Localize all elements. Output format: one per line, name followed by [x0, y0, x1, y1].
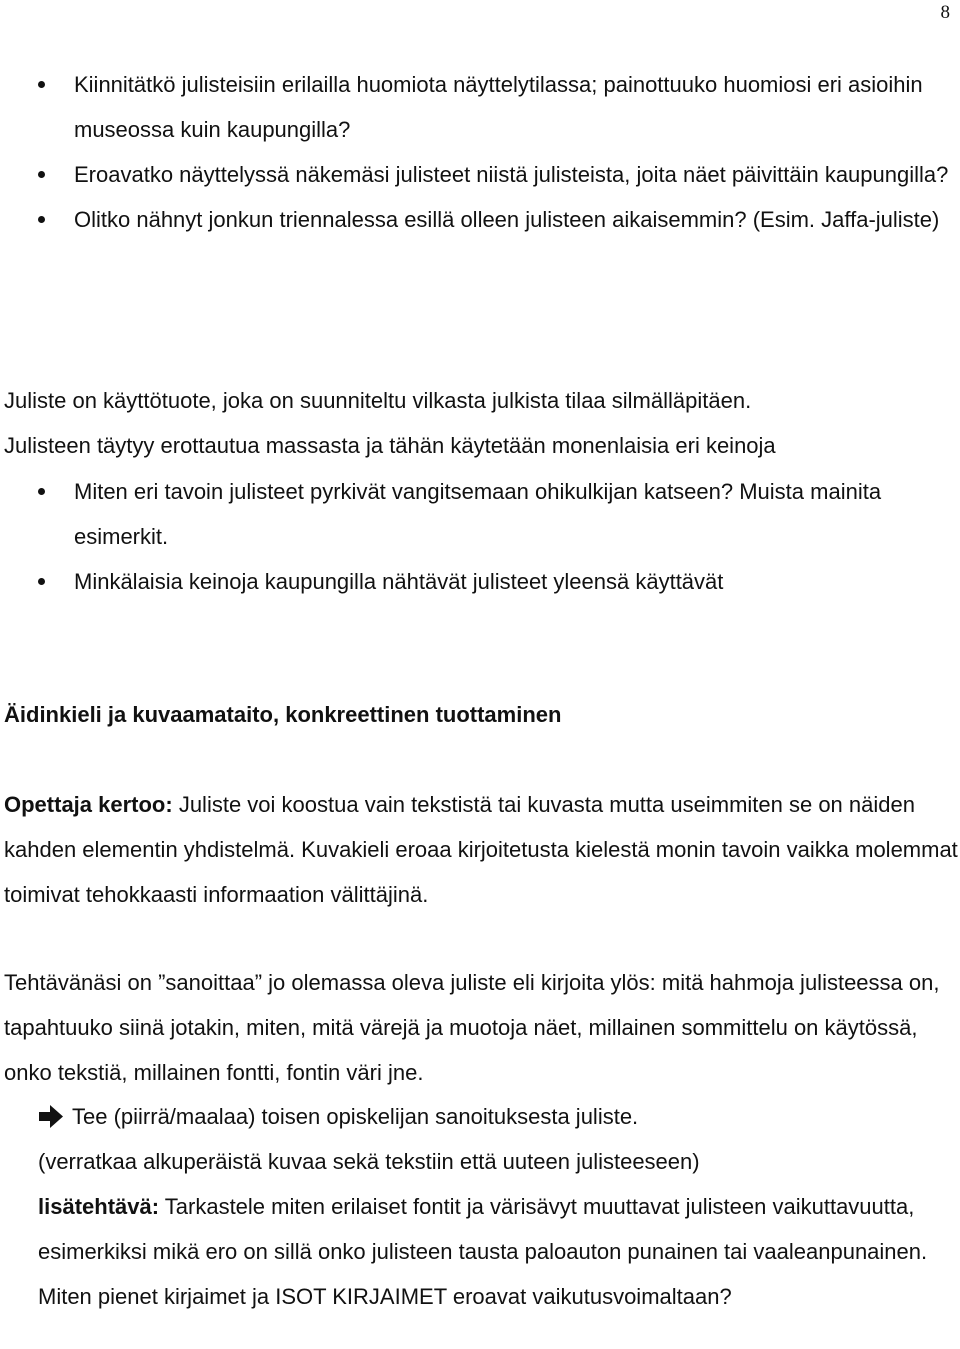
list-item-text: Minkälaisia keinoja kaupungilla nähtävät julisteet yleensä käyttävät — [74, 569, 724, 594]
list-item — [0, 559, 958, 604]
teacher-label: Opettaja kertoo: — [4, 792, 173, 817]
extra-task-label: lisätehtävä: — [38, 1194, 160, 1219]
bullet-dot-icon — [38, 488, 45, 495]
teacher-text: Juliste voi koostua vain tekstistä tai kuvasta mutta useimmiten se on näiden kahden elementin yhdistelmä. Kuvakieli eroaa kirjoitetusta kielestä monin tavoin vaikka molemmat toimivat tehokkaasti informaation välittäjinä. — [4, 792, 958, 907]
list-item-text: Eroavatko näyttelyssä näkemäsi julisteet niistä julisteista, joita näet päivittäin kaupungilla? — [74, 162, 949, 187]
list-item — [0, 62, 958, 152]
list-item — [0, 197, 958, 242]
bullet-dot-icon — [38, 81, 45, 88]
list-item-text: Miten eri tavoin julisteet pyrkivät vangitsemaan ohikulkijan katseen? Muista mainita esimerkit. — [74, 479, 882, 549]
right-arrow-icon — [38, 1094, 64, 1154]
bullet-dot-icon — [38, 578, 45, 585]
bullet-dot-icon — [38, 171, 45, 178]
task-paragraph: Tehtävänäsi on ”sanoittaa” jo olemassa oleva juliste eli kirjoita ylös: mitä hahmoja julisteessa on, tapahtuuko siinä jotakin, miten, mitä värejä ja muotoja näet, millainen sommittelu on käytössä, onko tekstiä, millainen fontti, fontin väri jne. — [4, 970, 940, 1085]
list-item — [0, 469, 958, 559]
teacher-paragraph — [4, 782, 958, 917]
paragraph-line: Julisteen täytyy erottautua massasta ja tähän käytetään monenlaisia eri keinoja — [4, 433, 776, 458]
list-item-text: Olitko nähnyt jonkun triennalessa esillä olleen julisteen aikaisemmin? (Esim. Jaffa-juliste) — [74, 207, 940, 232]
extra-task-text: Tarkastele miten erilaiset fontit ja värisävyt muuttavat julisteen vaikuttavuutta, esimerkiksi mikä ero on sillä onko julisteen tausta paloauton punainen tai vaaleanpunainen. Miten pienet kirjaimet ja ISOT KIRJAIMET eroavat vaikutusvoimaltaan? — [38, 1194, 928, 1309]
extra-task — [38, 1184, 956, 1319]
question-list-top — [0, 62, 958, 242]
paragraph-line: Juliste on käyttötuote, joka on suunniteltu vilkasta julkista tilaa silmälläpitäen. — [4, 388, 752, 413]
list-item-text: Kiinnitätkö julisteisiin erilailla huomiota näyttelytilassa; painottuuko huomiosi eri asioihin museossa kuin kaupungilla? — [74, 72, 923, 142]
intro-paragraph — [4, 378, 958, 468]
section-heading: Äidinkieli ja kuvaamataito, konkreettinen tuottaminen — [4, 702, 562, 727]
arrow-instruction — [38, 1094, 956, 1139]
bullet-dot-icon — [38, 216, 45, 223]
arrow-instruction-text: Tee (piirrä/maalaa) toisen opiskelijan sanoituksesta juliste. — [72, 1104, 639, 1129]
task-instructions — [38, 1094, 956, 1319]
compare-note: (verratkaa alkuperäistä kuvaa sekä tekstiin että uuteen julisteeseen) — [38, 1149, 700, 1174]
page-number: 8 — [940, 2, 950, 23]
question-list-middle — [0, 469, 958, 604]
list-item — [0, 152, 958, 197]
